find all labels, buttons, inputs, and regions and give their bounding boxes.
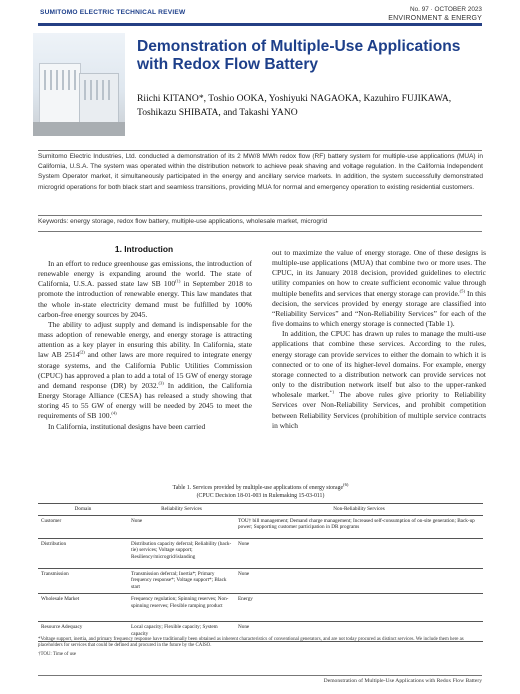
paragraph: In California, institutional designs have been carried	[48, 421, 206, 431]
text: In this decision, the services provided by energy storage are classified into “Reliability Services” and “Non-Reliability Services” for each of the five domains to which energy storage is connected (Table 1).	[272, 288, 486, 329]
cell-non-reliability: TOU† bill management; Demand charge management; Increased self-consumption of on-site generation; Back-up power; Supporting customer participation in DR programs	[235, 515, 483, 538]
paragraph	[272, 248, 486, 329]
abstract: Sumitomo Electric Industries, Ltd. conducted a demonstration of its 2 MW/8 MWh redox flow (RF) battery system for multiple-use applications (MUA) in California, U.S.A. The system was operated within the distribution network to achieve peak shaving and voltage regulation. In the California Independent System Operator market, it simultaneously participated in the energy and ancillary service markets. In addition, the system successfully demonstrated microgrid operations for both black start and seamless transitions, providing MUA for normal and emergency operation to existing residential customers.	[38, 153, 483, 191]
cell-reliability: Frequency regulation; Spinning reserves; Non-spinning reserves; Flexible ramping product	[128, 593, 235, 621]
footer-rule	[38, 675, 482, 676]
article-title: Demonstration of Multiple-Use Applications with Redox Flow Battery	[137, 38, 461, 73]
column-header-non-reliability: Non-Reliability Services	[235, 504, 483, 516]
section-heading-introduction: 1. Introduction	[114, 244, 174, 254]
text: The ability to adjust supply and demand is indispensable for the mass adoption of renewable energy, and energy storage is attracting attention as a key player in ensuring this ability. In California, state law AB 2514	[38, 319, 252, 360]
table-row	[38, 568, 483, 593]
facility-building-left	[39, 63, 81, 123]
left-column	[38, 259, 252, 432]
table-row	[38, 593, 483, 621]
author-list: Riichi KITANO*, Toshio OOKA, Yoshiyuki NAGAOKA, Kazuhiro FUJIKAWA, Toshikazu SHIBATA, and Takashi YANO	[137, 93, 452, 118]
services-table	[38, 503, 483, 642]
running-footer: Demonstration of Multiple-Use Applications with Redox Flow Battery	[323, 678, 482, 684]
text: and other laws are more required to integrate energy storage systems, and the California Public Utilities Commission (CPUC) has approved a plan to add a total of 15 GW of energy storage and demand response (DR) by 2032.	[38, 350, 252, 390]
cell-non-reliability: Energy	[235, 593, 483, 621]
cell-reliability: Distribution capacity deferral; Reliability (back-tie) services; Voltage support; Resiliency/microgrid/islanding	[128, 538, 235, 568]
table-caption	[38, 484, 483, 500]
abstract-rule-middle	[38, 215, 482, 216]
cell-non-reliability: None	[235, 538, 483, 568]
cell-domain: Distribution	[38, 538, 128, 568]
text: In addition, the CPUC has drawn up rules to manage the multi-use applications that combine these services. According to the rules, energy storage can provide services to either the domain to which it is connected or to one of its higher-level domains. For example, energy storage connected to a distribution network can provide services not only to the distribution network itself but also to the upper-ranked wholesale market.	[272, 329, 486, 400]
reference-mark: (3)	[158, 380, 164, 386]
section-name: ENVIRONMENT & ENERGY	[388, 15, 482, 22]
cell-reliability: Transmission deferral; Inertia*; Primary frequency response*; Voltage support*; Black start	[128, 568, 235, 593]
cell-domain: Transmission	[38, 568, 128, 593]
footnote-mark: *1	[329, 389, 335, 395]
cell-reliability: Local capacity; Flexible capacity; System capacity	[128, 621, 235, 641]
text: Table 1. Services provided by multiple-use applications of energy storage	[172, 485, 344, 491]
text: In an effort to reduce greenhouse gas emissions, the introduction of renewable energy is expanding around the world. The state of California, U.S.A. passed state law SB 100	[38, 259, 252, 289]
table-caption-line2: (CPUC Decision 18-01-003 in Rulemaking 15-03-011)	[196, 493, 325, 499]
reference-mark: (1)	[175, 278, 181, 284]
paragraph	[38, 320, 252, 422]
reference-mark: (6)	[343, 482, 349, 488]
right-column	[272, 248, 486, 431]
text: out to maximize the value of energy storage. One of these designs is multiple-use applications (MUA) that combine two or more uses. The CPUC, in its January 2018 decision, provided guidelines to electric utility companies on how to create sufficient economic value through multiple benefits and services that energy storage can provide.	[272, 248, 486, 298]
facility-building-right	[79, 73, 119, 123]
journal-name: SUMITOMO ELECTRIC TECHNICAL REVIEW	[40, 9, 186, 16]
rf-battery-facility-photo	[33, 33, 125, 136]
reference-mark: (5)	[459, 288, 466, 294]
table-header-row	[38, 504, 483, 516]
issue-info	[388, 5, 482, 23]
cell-domain: Wholesale Market	[38, 593, 128, 621]
keywords: Keywords: energy storage, redox flow battery, multiple-use applications, wholesale market, microgrid	[38, 218, 328, 225]
text: The above rules give priority to Reliability Services over Non-Reliability Services, and prohibit competition between Reliability Services (prohibition of multiple service contracts in which	[272, 390, 487, 430]
abstract-rule-bottom	[38, 231, 482, 232]
cell-domain: Customer	[38, 515, 128, 538]
table-footnote: *Voltage support, inertia, and primary frequency response have traditionally been obtained as inherent characteristics of conventional generators, and are not today procured as distinct services. We include them here as placeholders for services that could be defined and procured in the future by the CAISO.	[38, 637, 464, 649]
table-row	[38, 538, 483, 568]
cell-reliability: None	[128, 515, 235, 538]
reference-mark: (2)	[79, 349, 85, 355]
cell-domain: Resource Adequacy	[38, 621, 128, 641]
facility-ground	[33, 122, 125, 136]
cell-non-reliability: None	[235, 568, 483, 593]
issue-number: No. 97 · OCTOBER 2023	[410, 6, 482, 13]
header-rule	[38, 23, 482, 26]
text: In addition, the California Energy Storage Alliance (CESA) has released a study showing that storing 45 to 55 GW of energy will be needed by 2045 to meet the requirements of SB 100.	[38, 380, 252, 421]
column-header-domain: Domain	[38, 504, 128, 516]
paragraph	[38, 259, 252, 320]
abstract-rule-top	[38, 150, 482, 151]
table-row	[38, 515, 483, 538]
table-footnote-tou: †TOU: Time of use	[38, 652, 77, 657]
reference-mark: (4)	[111, 410, 117, 416]
paragraph	[272, 329, 486, 431]
column-header-reliability: Reliability Services	[128, 504, 235, 516]
cell-non-reliability: None	[235, 621, 483, 641]
table-caption-line1	[38, 484, 483, 492]
text: in September 2018 to promote the introduction of renewable energy. This law mandates that the whole in-state electricity demand must be fulfilled by 100% carbon-free energy sources by 2045.	[38, 279, 252, 319]
